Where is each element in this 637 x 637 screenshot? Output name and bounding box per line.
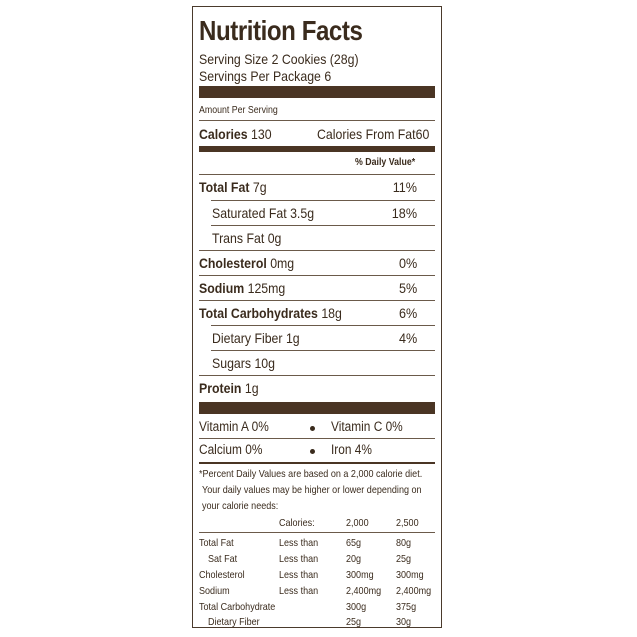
nutrient-pct: 5% — [398, 280, 417, 296]
dv-table-cell: 80g — [396, 537, 412, 549]
nutrient-row-total-carbohydrates — [199, 301, 435, 325]
nutrient-amount: 1g — [244, 380, 259, 396]
nutrient-pct: 18% — [391, 205, 417, 221]
nutrient-amount: 10g — [254, 355, 276, 371]
serving-size: Serving Size 2 Cookies (28g) — [199, 51, 359, 67]
dv-table-cell: 25g — [346, 616, 362, 628]
nutrient-pct: 0% — [398, 255, 417, 271]
vitamin-c: Vitamin C 0% — [331, 419, 403, 434]
dv-table-cell: 300mg — [396, 569, 424, 581]
nutrient-amount: 3.5g — [290, 205, 315, 221]
dv-table-cell: 65g — [346, 537, 362, 549]
daily-value-header: % Daily Value* — [355, 157, 416, 168]
dv-table-cell: Less than — [279, 585, 319, 597]
medium-divider — [199, 146, 435, 152]
dv-table-cell: 300mg — [346, 569, 374, 581]
dv-table-header-calories: Calories: — [279, 517, 315, 529]
nutrient-row-total-fat — [199, 175, 435, 199]
calcium: Calcium 0% — [199, 442, 263, 457]
nutrient-name: Saturated Fat — [212, 205, 287, 221]
nutrient-pct: 11% — [392, 179, 417, 195]
calories-row — [199, 126, 272, 142]
label-title: Nutrition Facts — [199, 15, 363, 46]
nutrient-amount: 125mg — [247, 280, 286, 296]
dv-table-header-2500: 2,500 — [396, 517, 419, 529]
nutrient-amount: 0mg — [270, 255, 295, 271]
calories-label: Calories — [199, 126, 248, 142]
iron: Iron 4% — [331, 442, 372, 457]
dv-table-cell: 300g — [346, 601, 367, 613]
calories-from-fat-value: 60 — [415, 126, 430, 142]
nutrient-amount: 7g — [252, 179, 267, 195]
dv-table-cell: Less than — [279, 537, 319, 549]
nutrient-name: Trans Fat — [212, 230, 265, 246]
nutrient-name: Dietary Fiber — [212, 330, 283, 346]
footnote-line: Your daily values may be higher or lower depending on — [202, 484, 422, 496]
dv-table-cell: 2,400mg — [346, 585, 382, 597]
nutrient-amount: 1g — [285, 330, 300, 346]
footnote-line: your calorie needs: — [202, 500, 279, 512]
nutrient-amount: 0g — [267, 230, 282, 246]
nutrient-name: Cholesterol — [199, 255, 267, 271]
dv-table-cell: Less than — [279, 569, 319, 581]
nutrient-name: Protein — [199, 380, 242, 396]
nutrient-amount: 18g — [321, 305, 342, 321]
dv-table-cell: Total Fat — [199, 537, 234, 549]
nutrient-pct: 4% — [398, 330, 417, 346]
vitamin-a: Vitamin A 0% — [199, 419, 269, 434]
dv-table-cell: Sodium — [199, 585, 230, 597]
nutrient-name: Total Fat — [199, 179, 250, 195]
bullet-icon — [310, 449, 315, 454]
servings-per-package: Servings Per Package 6 — [199, 68, 332, 84]
divider — [199, 532, 435, 533]
nutrient-row-sodium — [199, 276, 435, 300]
dv-table-cell: Sat Fat — [208, 553, 238, 565]
nutrient-row-trans-fat — [199, 226, 435, 250]
nutrient-name: Sugars — [212, 355, 252, 371]
dv-table-cell: Less than — [279, 553, 319, 565]
nutrient-name: Total Carbohydrates — [199, 305, 318, 321]
thick-divider — [199, 86, 435, 98]
nutrient-row-dietary-fiber — [199, 326, 435, 350]
divider — [199, 462, 435, 464]
nutrient-row-protein — [199, 376, 435, 400]
dv-table-cell: 30g — [396, 616, 412, 628]
dv-table-cell: 375g — [396, 601, 417, 613]
dv-table-cell: 20g — [346, 553, 362, 565]
dv-table-cell: Dietary Fiber — [208, 616, 260, 628]
amount-per-serving: Amount Per Serving — [199, 105, 278, 116]
dv-table-cell: Total Carbohydrate — [199, 601, 276, 613]
nutrient-row-saturated-fat — [199, 201, 435, 225]
nutrient-row-cholesterol — [199, 251, 435, 275]
footnote-line: *Percent Daily Values are based on a 2,000 calorie diet. — [199, 468, 423, 480]
thick-divider — [199, 402, 435, 414]
calories-value: 130 — [251, 126, 272, 142]
bullet-icon — [310, 426, 315, 431]
dv-table-cell: 2,400mg — [396, 585, 432, 597]
calories-from-fat-row — [317, 126, 429, 142]
nutrient-name: Sodium — [199, 280, 245, 296]
divider — [199, 120, 435, 121]
dv-table-cell: 25g — [396, 553, 412, 565]
divider — [199, 438, 435, 439]
dv-table-cell: Cholesterol — [199, 569, 245, 581]
nutrient-row-sugars — [199, 351, 435, 375]
nutrient-pct: 6% — [398, 305, 417, 321]
calories-from-fat-label: Calories From Fat — [317, 126, 416, 142]
dv-table-header-2000: 2,000 — [346, 517, 369, 529]
nutrition-facts-label — [192, 6, 442, 628]
